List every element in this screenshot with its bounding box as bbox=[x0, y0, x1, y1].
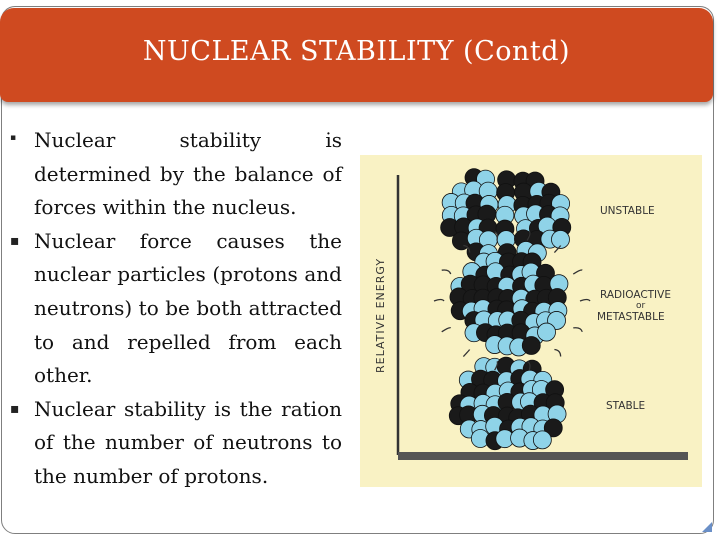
radiation-mark bbox=[554, 349, 560, 356]
radiation-mark bbox=[442, 328, 451, 332]
unstable-nucleus bbox=[441, 169, 571, 263]
bullet-marker: ▪ bbox=[10, 133, 17, 143]
nucleon bbox=[533, 431, 551, 449]
label-stable: STABLE bbox=[606, 400, 646, 412]
label-metastable: METASTABLE bbox=[597, 311, 665, 323]
radiation-mark bbox=[580, 300, 590, 302]
radiation-mark bbox=[434, 300, 444, 302]
bullet-text: Nuclear force causes the nuclear particles (protons and neutrons) to be both attracted to and repelled from each other. bbox=[34, 228, 342, 388]
energy-diagram bbox=[360, 155, 702, 487]
stable-nucleus bbox=[449, 357, 566, 450]
radiation-mark bbox=[442, 270, 451, 274]
radiation-mark bbox=[573, 270, 582, 274]
corner-mark bbox=[702, 522, 712, 532]
nuclear-energy-figure bbox=[360, 155, 702, 487]
bullet-item bbox=[10, 124, 342, 225]
bullet-item bbox=[10, 393, 342, 494]
bullet-list bbox=[10, 124, 342, 494]
bullet-item bbox=[10, 225, 342, 393]
bullet-marker: ▪ bbox=[10, 400, 20, 417]
label-or: or bbox=[636, 301, 646, 311]
bullet-text: Nuclear stability is determined by the balance of forces within the nucleus. bbox=[34, 128, 342, 220]
axis-label: RELATIVE ENERGY bbox=[374, 257, 387, 373]
ground-bar bbox=[398, 452, 688, 460]
label-radioactive: RADIOACTIVE bbox=[600, 289, 671, 301]
nucleon bbox=[522, 336, 540, 354]
label-unstable: UNSTABLE bbox=[600, 205, 655, 217]
bullet-text: Nuclear stability is the ration of the number of neutrons to the number of protons. bbox=[34, 396, 342, 488]
metastable-nucleus bbox=[450, 252, 568, 356]
nucleon bbox=[538, 323, 556, 341]
title-banner bbox=[0, 8, 713, 102]
slide-title: NUCLEAR STABILITY (Contd) bbox=[142, 35, 571, 67]
radiation-mark bbox=[573, 328, 582, 332]
radiation-mark bbox=[463, 349, 469, 356]
bullet-marker: ▪ bbox=[10, 232, 20, 249]
